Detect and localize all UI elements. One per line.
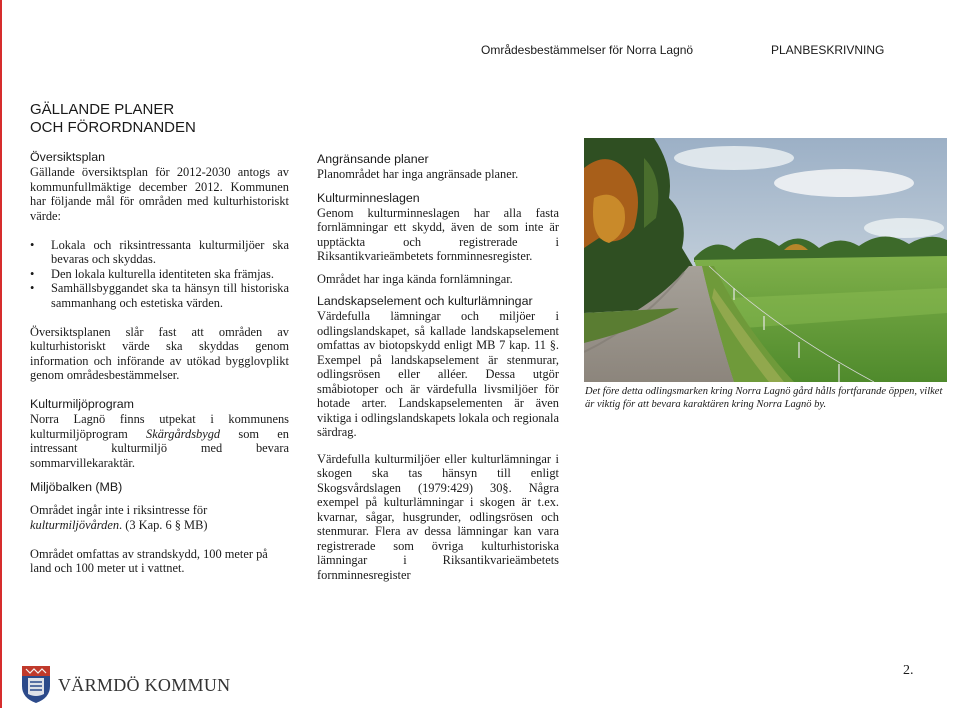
page-title-line-1: GÄLLANDE PLANER — [30, 101, 175, 118]
bullet: • — [30, 281, 35, 295]
document-title: Områdesbestämmelser för Norra Lagnö — [481, 43, 694, 57]
heading-kulturminneslagen: Kulturminneslagen — [317, 190, 420, 205]
paragraph-miljobalken: Området ingår inte i riksintresse för kulturmiljövården. (3 Kap. 6 § MB) — [30, 503, 208, 532]
page-title-line-2: OCH FÖRORDNANDEN — [30, 119, 196, 136]
heading-oversiktsplan: Översiktsplan — [30, 150, 106, 164]
municipality-logo-text: VÄRMDÖ KOMMUN — [58, 675, 231, 695]
heading-miljobalken: Miljöbalken (MB) — [30, 480, 123, 494]
paragraph-angransande-planer: Planområdet har inga angränsade planer. — [317, 167, 519, 181]
heading-landskapselement: Landskapselement och kulturlämningar — [317, 294, 533, 308]
varmdo-coat-of-arms-icon — [20, 664, 52, 704]
heading-angransande-planer: Angränsande planer — [317, 152, 429, 166]
bullet: • — [30, 237, 35, 252]
paragraph-oversiktsplan-2: Översiktsplanen slår fast att områden av kulturhistoriskt värde ska skyddas genom information och införande av utökad bygglovplikt genom områdesbestämmelser. — [30, 324, 289, 382]
list-item: • Samhällsbyggandet ska ta hänsyn till historiska sammanhang och estetiska värden. — [30, 281, 289, 310]
left-margin-rule — [0, 0, 2, 708]
paragraph-strandskydd: Området omfattas av strandskydd, 100 meter på land och 100 meter ut i vattnet. — [30, 546, 268, 575]
heading-kulturmiljoprogram: Kulturmiljöprogram — [30, 397, 134, 411]
list-item: • Lokala och riksintressanta kulturmiljöer ska bevaras och skyddas. — [30, 237, 289, 266]
paragraph-landskapselement: Värdefulla lämningar och miljöer i odlingslandskapet, så kallade landskapselement omfattas av biotopskydd enligt MB 7 kap. 11 §. Exempel på landskapselement är stenmurar, odlingsrösen eller alléer. Dessa utgör småbiotoper och är värdefulla livsmiljöer för hotade arter. Landskapselementen är även viktiga i odlingslandskapets lokala och regionala särdrag. — [317, 309, 559, 439]
section-label: PLANBESKRIVNING — [771, 43, 885, 57]
page-title — [30, 101, 196, 137]
column-middle — [317, 152, 559, 582]
paragraph-skogsvardslagen: Värdefulla kulturmiljöer eller kulturlämningar i skogen ska tas hänsyn till enligt Skogsvårdslagen (1979:429) 30§. Några exempel på kulturlämningar i skogen är t.ex. kvarnar, sågar, husgrunder, odlingsrösen och stenmurar. Flera av dessa lämningar kan vara registrerade som övriga kulturhistoriska lämningar i Riksantikvarieämbetets fornminnesregister — [317, 451, 559, 582]
paragraph-oversiktsplan: Gällande översiktsplan för 2012-2030 antogs av kommunfullmäktige december 2012. Kommunen har följande mål för områden med kulturhistoriskt värde: — [30, 165, 289, 223]
photo-caption: Det före detta odlingsmarken kring Norra Lagnö gård hålls fortfarande öppen, vilket är viktig för att bevara karaktären kring Norra Lagnö by. — [585, 386, 943, 410]
paragraph-fornlamningar: Området har inga kända fornlämningar. — [317, 271, 513, 286]
list-item: • Den lokala kulturella identiteten ska främjas. — [30, 266, 274, 281]
bullet: • — [30, 266, 35, 281]
page-number: 2. — [903, 663, 914, 678]
landscape-photo — [584, 138, 947, 382]
paragraph-kulturmiljoprogram: Norra Lagnö finns utpekat i kommunens kulturmiljöprogram Skärgårdsbygd som en intressant kulturmiljö med bevara sommarvillekaraktär. — [30, 412, 289, 470]
paragraph-kulturminneslagen: Genom kulturminneslagen har alla fasta fornlämningar ett skydd, även de som inte är upptäckta och registrerade i Riksantikvarieämbetets fornminnesregister. — [317, 205, 559, 263]
column-left — [30, 150, 289, 576]
goals-list — [30, 238, 289, 311]
